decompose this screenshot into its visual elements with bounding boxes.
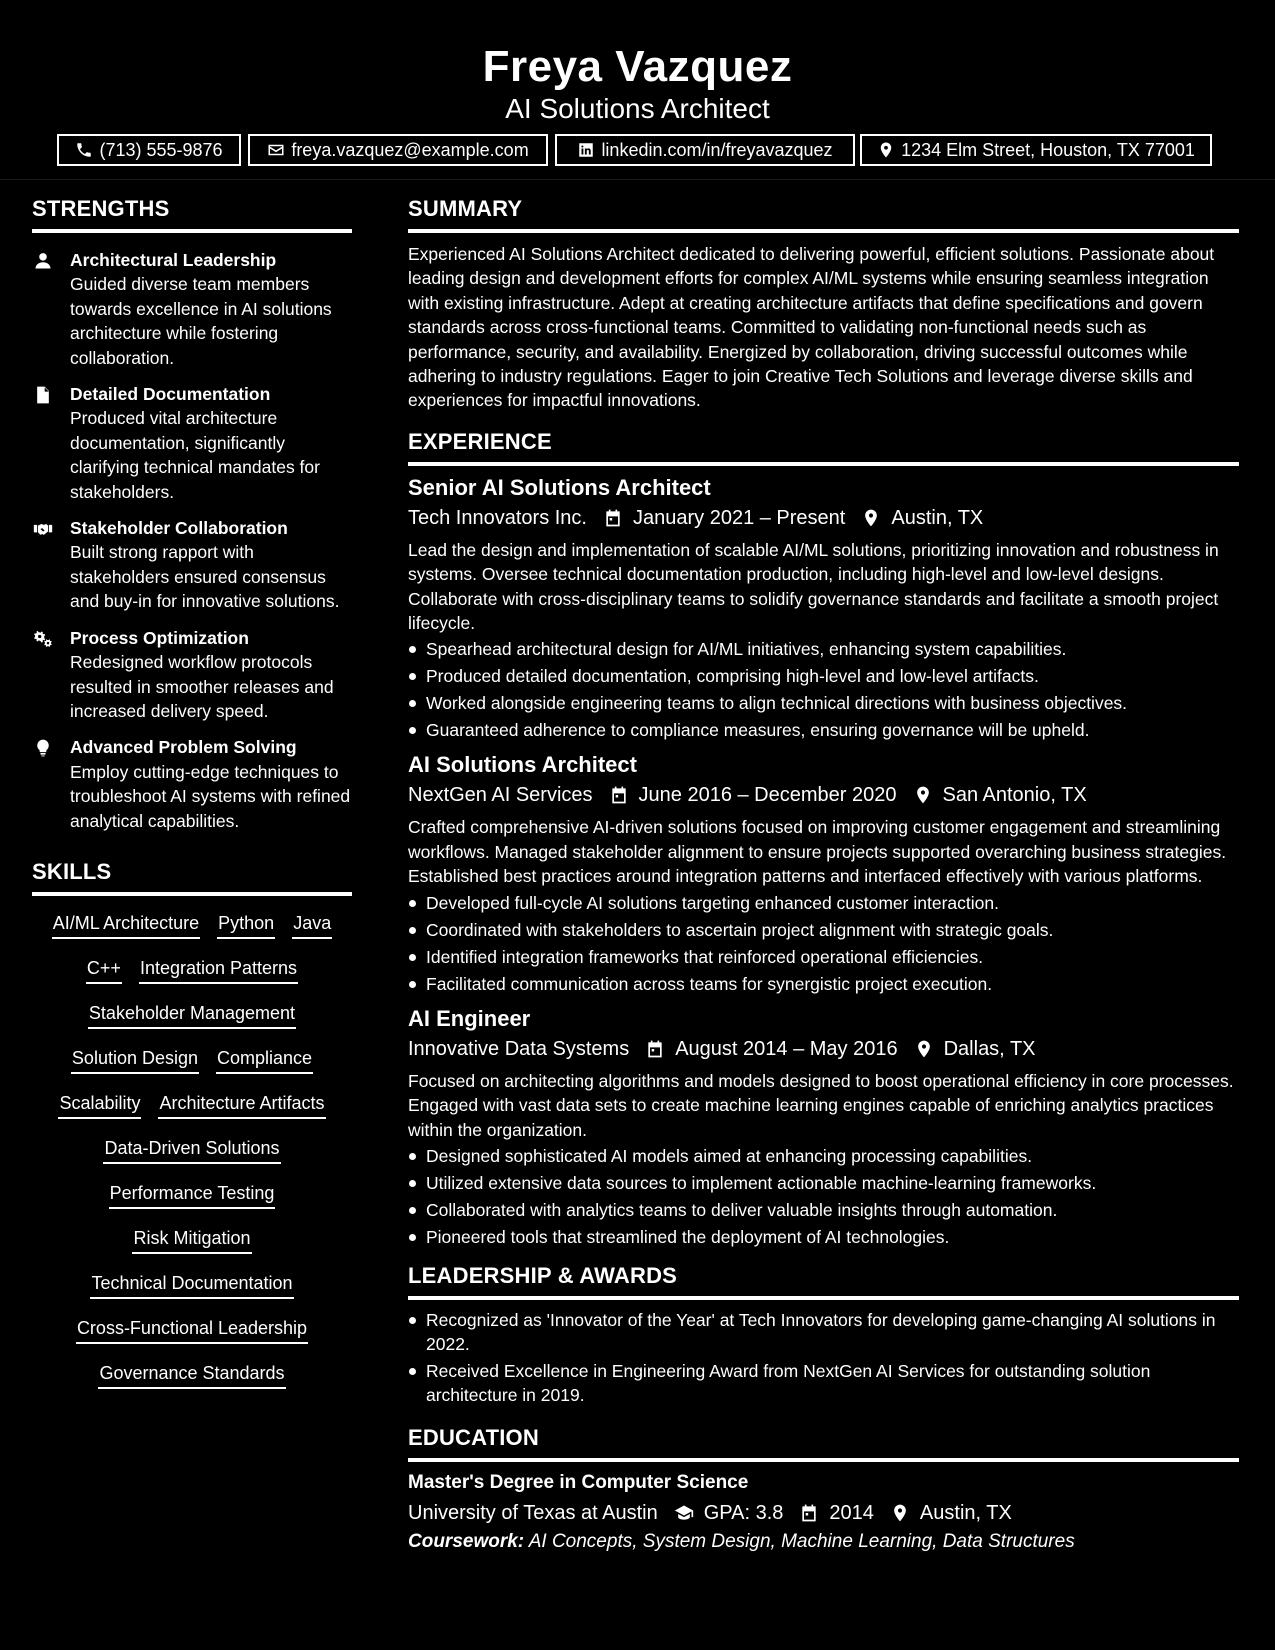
skill-tag: Compliance bbox=[216, 1045, 313, 1074]
strength-desc: Employ cutting-edge techniques to troubleshoot AI systems with refined analytical capabilities. bbox=[70, 761, 351, 831]
contact-phone-text: (713) 555-9876 bbox=[99, 139, 223, 160]
job-meta bbox=[408, 1035, 1239, 1063]
strength-title: Process Optimization bbox=[70, 627, 249, 648]
candidate-name: Freya Vazquez bbox=[482, 42, 793, 91]
job-dates: June 2016 – December 2020 bbox=[638, 784, 897, 807]
education-heading: EDUCATION bbox=[408, 1425, 1239, 1462]
job-bullets bbox=[408, 637, 1239, 742]
strength-desc: Guided diverse team members towards excellence in AI solutions architecture while fostering collaboration. bbox=[70, 274, 332, 368]
education-meta bbox=[408, 1499, 1239, 1527]
skill-tag: Technical Documentation bbox=[90, 1270, 293, 1299]
skill-row bbox=[32, 1135, 352, 1180]
job-dates: August 2014 – May 2016 bbox=[675, 1037, 898, 1060]
strength-item bbox=[32, 735, 352, 833]
job-title: AI Engineer bbox=[408, 1005, 531, 1031]
award-item: Received Excellence in Engineering Award from NextGen AI Services for outstanding solution architecture in 2019. bbox=[408, 1359, 1239, 1407]
strength-item bbox=[32, 248, 352, 370]
skill-row bbox=[32, 1000, 352, 1045]
skill-tag: Data-Driven Solutions bbox=[103, 1135, 280, 1164]
skill-row bbox=[32, 1315, 352, 1360]
strength-item bbox=[32, 382, 352, 504]
skills-list bbox=[32, 910, 352, 1405]
job-bullet: Utilized extensive data sources to implement actionable machine-learning frameworks. bbox=[408, 1171, 1239, 1195]
linkedin-icon bbox=[577, 141, 595, 159]
left-column bbox=[32, 196, 352, 1405]
experience-heading: EXPERIENCE bbox=[408, 429, 1239, 466]
skill-tag: Integration Patterns bbox=[139, 955, 298, 984]
job-bullets bbox=[408, 891, 1239, 996]
award-item: Recognized as 'Innovator of the Year' at Tech Innovators for developing game-changing AI solutions in 2022. bbox=[408, 1308, 1239, 1356]
job-bullet: Facilitated communication across teams for synergistic project execution. bbox=[408, 972, 1239, 996]
map-pin-icon bbox=[913, 785, 933, 805]
calendar-icon bbox=[609, 785, 629, 805]
strength-desc: Built strong rapport with stakeholders ensured consensus and buy-in for innovative solutions. bbox=[70, 542, 340, 612]
contact-linkedin[interactable] bbox=[555, 134, 855, 166]
skill-row bbox=[32, 1360, 352, 1405]
education-year: 2014 bbox=[829, 1501, 874, 1524]
skill-tag: Performance Testing bbox=[109, 1180, 276, 1209]
skill-row bbox=[32, 1090, 352, 1135]
strength-item bbox=[32, 516, 352, 614]
job-company: Tech Innovators Inc. bbox=[408, 506, 587, 529]
skill-tag: C++ bbox=[86, 955, 122, 984]
phone-icon bbox=[75, 141, 93, 159]
user-icon bbox=[32, 250, 54, 272]
job-company: NextGen AI Services bbox=[408, 784, 593, 807]
awards-list bbox=[408, 1308, 1239, 1407]
skill-tag: Cross-Functional Leadership bbox=[76, 1315, 308, 1344]
job-bullet: Worked alongside engineering teams to align technical directions with business objectives. bbox=[408, 691, 1239, 715]
contact-address-text: 1234 Elm Street, Houston, TX 77001 bbox=[901, 139, 1195, 160]
contact-linkedin-text: linkedin.com/in/freyavazquez bbox=[601, 139, 833, 160]
job-entry bbox=[408, 474, 1239, 743]
contact-email[interactable] bbox=[248, 134, 548, 166]
contact-email-text: freya.vazquez@example.com bbox=[291, 139, 529, 160]
education-degree: Master's Degree in Computer Science bbox=[408, 1471, 749, 1493]
job-bullet: Coordinated with stakeholders to ascertain project alignment with strategic goals. bbox=[408, 918, 1239, 942]
calendar-icon bbox=[603, 508, 623, 528]
strength-desc: Redesigned workflow protocols resulted in smoother releases and increased delivery speed. bbox=[70, 652, 334, 721]
job-description: Crafted comprehensive AI-driven solutions focused on improving customer engagement and streamlining workflows. Managed stakeholder alignment to ensure projects supported overarching business strategies. Established best practices around integration patterns and interfaced effectively with various platforms. bbox=[408, 817, 1227, 887]
education-school: University of Texas at Austin bbox=[408, 1501, 658, 1524]
skill-row bbox=[32, 910, 352, 955]
skill-tag: Governance Standards bbox=[98, 1360, 285, 1389]
map-pin-icon bbox=[877, 141, 895, 159]
strengths-heading: STRENGTHS bbox=[32, 196, 352, 233]
job-bullet: Developed full-cycle AI solutions targeting enhanced customer interaction. bbox=[408, 891, 1239, 915]
skill-row bbox=[32, 1225, 352, 1270]
strength-title: Detailed Documentation bbox=[70, 384, 271, 405]
job-location: Dallas, TX bbox=[943, 1037, 1036, 1060]
skill-tag: Java bbox=[292, 910, 332, 939]
skill-tag: Python bbox=[217, 910, 275, 939]
job-bullet: Guaranteed adherence to compliance measures, ensuring governance will be upheld. bbox=[408, 718, 1239, 742]
file-icon bbox=[32, 384, 54, 406]
job-bullet: Collaborated with analytics teams to deliver valuable insights through automation. bbox=[408, 1198, 1239, 1222]
job-bullet: Produced detailed documentation, comprising high-level and low-level artifacts. bbox=[408, 664, 1239, 688]
resume-header bbox=[0, 0, 1275, 180]
skill-row bbox=[32, 1270, 352, 1315]
job-meta bbox=[408, 781, 1239, 809]
job-title: Senior AI Solutions Architect bbox=[408, 474, 711, 500]
strength-title: Advanced Problem Solving bbox=[70, 737, 297, 758]
contact-phone[interactable] bbox=[57, 134, 241, 166]
job-location: Austin, TX bbox=[891, 506, 984, 529]
contact-address[interactable] bbox=[860, 134, 1212, 166]
skill-row bbox=[32, 955, 352, 1000]
job-entry bbox=[408, 751, 1239, 995]
job-entry bbox=[408, 1005, 1239, 1249]
job-title: AI Solutions Architect bbox=[408, 752, 637, 778]
right-column bbox=[408, 196, 1239, 1556]
job-bullet: Identified integration frameworks that reinforced operational efficiencies. bbox=[408, 945, 1239, 969]
candidate-title: AI Solutions Architect bbox=[505, 93, 770, 124]
job-bullet: Spearhead architectural design for AI/ML initiatives, enhancing system capabilities. bbox=[408, 637, 1239, 661]
strength-item bbox=[32, 626, 352, 724]
calendar-icon bbox=[799, 1503, 819, 1523]
skill-tag: Architecture Artifacts bbox=[158, 1090, 325, 1119]
map-pin-icon bbox=[861, 508, 881, 528]
skills-heading: SKILLS bbox=[32, 859, 352, 896]
summary-heading: SUMMARY bbox=[408, 196, 1239, 233]
calendar-icon bbox=[645, 1039, 665, 1059]
strength-title: Stakeholder Collaboration bbox=[70, 518, 288, 539]
skill-tag: Stakeholder Management bbox=[88, 1000, 296, 1029]
map-pin-icon bbox=[890, 1503, 910, 1523]
education-location: Austin, TX bbox=[919, 1501, 1012, 1524]
handshake-icon bbox=[32, 518, 54, 540]
skill-tag: AI/ML Architecture bbox=[52, 910, 200, 939]
summary-text: Experienced AI Solutions Architect dedicated to delivering powerful, efficient solutions. Passionate about leading design and development efforts for complex AI/ML systems while ensuring seamless integration with existing infrastructure. Adept at creating architecture artifacts that define specifications and govern standards across cross-functional teams. Committed to validating non-functional needs such as performance, security, and availability. Energized by collaboration, driving successful outcomes while adhering to industry regulations. Eager to join Creative Tech Solutions and leverage diverse skills and experiences for impactful innovations. bbox=[408, 244, 1215, 411]
skill-tag: Scalability bbox=[58, 1090, 141, 1119]
coursework-text: AI Concepts, System Design, Machine Learning, Data Structures bbox=[528, 1530, 1075, 1552]
envelope-icon bbox=[267, 141, 285, 159]
job-location: San Antonio, TX bbox=[942, 784, 1087, 807]
awards-heading: LEADERSHIP & AWARDS bbox=[408, 1263, 1239, 1300]
skill-row bbox=[32, 1180, 352, 1225]
job-description: Lead the design and implementation of scalable AI/ML solutions, prioritizing innovation and robustness in systems. Oversee technical documentation production, including high-level and low-level designs. Collaborate with cross-disciplinary teams to solidify governance standards and facilitate a smooth project lifecycle. bbox=[408, 539, 1219, 634]
graduation-cap-icon bbox=[674, 1503, 694, 1523]
strength-title: Architectural Leadership bbox=[70, 250, 277, 270]
contact-bar bbox=[57, 134, 1212, 166]
job-bullet: Pioneered tools that streamlined the deployment of AI technologies. bbox=[408, 1225, 1239, 1249]
gears-icon bbox=[32, 628, 54, 650]
education-gpa: GPA: 3.8 bbox=[703, 1501, 784, 1524]
job-dates: January 2021 – Present bbox=[632, 506, 846, 529]
job-company: Innovative Data Systems bbox=[408, 1037, 630, 1060]
education-entry bbox=[408, 1470, 1239, 1556]
skill-tag: Risk Mitigation bbox=[132, 1225, 251, 1254]
job-bullets bbox=[408, 1144, 1239, 1249]
coursework-label: Coursework: bbox=[408, 1530, 525, 1552]
education-coursework bbox=[408, 1528, 1239, 1556]
strength-desc: Produced vital architecture documentation, significantly clarifying technical mandates for stakeholders. bbox=[70, 408, 320, 502]
skill-row bbox=[32, 1045, 352, 1090]
job-description: Focused on architecting algorithms and models designed to boost operational efficiency in core processes. Engaged with vast data sets to create machine learning engines capable of enriching analytics practices within the organization. bbox=[408, 1070, 1234, 1140]
job-meta bbox=[408, 504, 1239, 532]
map-pin-icon bbox=[914, 1039, 934, 1059]
lightbulb-icon bbox=[32, 737, 54, 759]
job-bullet: Designed sophisticated AI models aimed at enhancing processing capabilities. bbox=[408, 1144, 1239, 1168]
skill-tag: Solution Design bbox=[71, 1045, 199, 1074]
